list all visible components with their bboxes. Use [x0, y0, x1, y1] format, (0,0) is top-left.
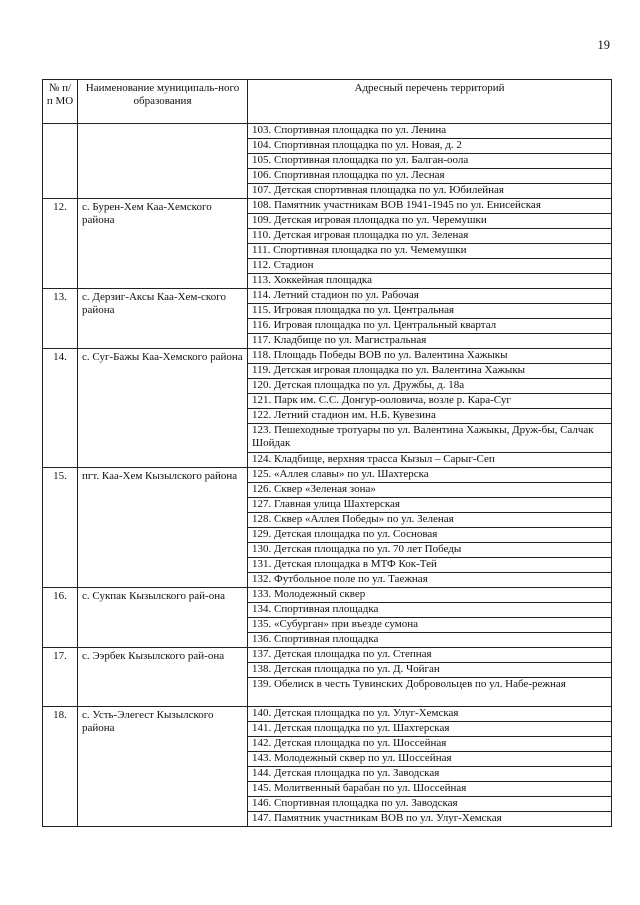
territory-address: 121. Парк им. С.С. Донгур-ооловича, возле р. Кара-Суг: [248, 394, 612, 409]
territory-address: 133. Молодежный сквер: [248, 588, 612, 603]
header-municipality: Наименование муниципаль-ного образования: [78, 80, 248, 124]
municipality-number: 17.: [43, 648, 78, 707]
territory-address: 124. Кладбище, верхняя трасса Кызыл – Сарыг-Сеп: [248, 453, 612, 468]
territory-table: [42, 79, 612, 827]
territory-address: 147. Памятник участникам ВОВ по ул. Улуг-Хемская: [248, 812, 612, 827]
territory-address: 119. Детская игровая площадка по ул. Валентина Хажыкы: [248, 364, 612, 379]
territory-address: 118. Площадь Победы ВОВ по ул. Валентина Хажыкы: [248, 349, 612, 364]
territory-address: 114. Летний стадион по ул. Рабочая: [248, 289, 612, 304]
municipality-name: пгт. Каа-Хем Кызылского района: [78, 468, 248, 588]
territory-address: 103. Спортивная площадка по ул. Ленина: [248, 124, 612, 139]
municipality-number: [43, 124, 78, 199]
territory-address: 136. Спортивная площадка: [248, 633, 612, 648]
table-row: [43, 199, 612, 214]
municipality-name: [78, 124, 248, 199]
territory-address: 146. Спортивная площадка по ул. Заводская: [248, 797, 612, 812]
territory-address: 111. Спортивная площадка по ул. Чемемушки: [248, 244, 612, 259]
municipality-number: 12.: [43, 199, 78, 289]
municipality-name: с. Усть-Элегест Кызылского района: [78, 707, 248, 827]
municipality-name: с. Сукпак Кызылского рай-она: [78, 588, 248, 648]
header-address-list: Адресный перечень территорий: [248, 80, 612, 124]
territory-address: 134. Спортивная площадка: [248, 603, 612, 618]
territory-address: 125. «Аллея славы» по ул. Шахтерска: [248, 468, 612, 483]
territory-address: 116. Игровая площадка по ул. Центральный квартал: [248, 319, 612, 334]
territory-address: 106. Спортивная площадка по ул. Лесная: [248, 169, 612, 184]
territory-address: 107. Детская спортивная площадка по ул. Юбилейная: [248, 184, 612, 199]
territory-address: 127. Главная улица Шахтерская: [248, 498, 612, 513]
territory-address: 132. Футбольное поле по ул. Таежная: [248, 573, 612, 588]
territory-address: 110. Детская игровая площадка по ул. Зеленая: [248, 229, 612, 244]
territory-address: 129. Детская площадка по ул. Сосновая: [248, 528, 612, 543]
territory-address: 137. Детская площадка по ул. Степная: [248, 648, 612, 663]
territory-address: 130. Детская площадка по ул. 70 лет Победы: [248, 543, 612, 558]
territory-address: 104. Спортивная площадка по ул. Новая, д. 2: [248, 139, 612, 154]
municipality-number: 16.: [43, 588, 78, 648]
territory-address: 128. Сквер «Аллея Победы» по ул. Зеленая: [248, 513, 612, 528]
table-row: [43, 468, 612, 483]
table-row: [43, 707, 612, 722]
table-row: [43, 289, 612, 304]
territory-address: 144. Детская площадка по ул. Заводская: [248, 767, 612, 782]
municipality-name: с. Бурен-Хем Каа-Хемского района: [78, 199, 248, 289]
territory-address: 120. Детская площадка по ул. Дружбы, д. 18а: [248, 379, 612, 394]
table-header: [43, 80, 612, 124]
table-body: [43, 124, 612, 827]
territory-address: 141. Детская площадка по ул. Шахтерская: [248, 722, 612, 737]
territory-address: 109. Детская игровая площадка по ул. Черемушки: [248, 214, 612, 229]
municipality-number: 15.: [43, 468, 78, 588]
table-row: [43, 648, 612, 663]
territory-address: 112. Стадион: [248, 259, 612, 274]
territory-address: 145. Молитвенный барабан по ул. Шоссейная: [248, 782, 612, 797]
territory-address: 143. Молодежный сквер по ул. Шоссейная: [248, 752, 612, 767]
territory-address: 113. Хоккейная площадка: [248, 274, 612, 289]
municipality-number: 14.: [43, 349, 78, 468]
table-row: [43, 588, 612, 603]
table-row: [43, 349, 612, 364]
territory-address: 142. Детская площадка по ул. Шоссейная: [248, 737, 612, 752]
territory-address: 123. Пешеходные тротуары по ул. Валентина Хажыкы, Друж-бы, Салчак Шойдак: [248, 424, 612, 453]
territory-address: 140. Детская площадка по ул. Улуг-Хемская: [248, 707, 612, 722]
table-row: [43, 124, 612, 139]
territory-address: 139. Обелиск в честь Тувинских Добровольцев по ул. Набе-режная: [248, 678, 612, 707]
territory-address: 122. Летний стадион им. Н.Б. Кувезина: [248, 409, 612, 424]
territory-address: 131. Детская площадка в МТФ Кок-Тей: [248, 558, 612, 573]
header-number: № п/п МО: [43, 80, 78, 124]
territory-address: 105. Спортивная площадка по ул. Балган-оола: [248, 154, 612, 169]
municipality-name: с. Дерзиг-Аксы Каа-Хем-ского района: [78, 289, 248, 349]
municipality-name: с. Суг-Бажы Каа-Хемского района: [78, 349, 248, 468]
municipality-number: 13.: [43, 289, 78, 349]
municipality-number: 18.: [43, 707, 78, 827]
page-number: 19: [597, 38, 610, 52]
municipality-name: с. Ээрбек Кызылского рай-она: [78, 648, 248, 707]
territory-address: 117. Кладбище по ул. Магистральная: [248, 334, 612, 349]
territory-address: 126. Сквер «Зеленая зона»: [248, 483, 612, 498]
territory-address: 135. «Субурган» при въезде сумона: [248, 618, 612, 633]
territory-address: 108. Памятник участникам ВОВ 1941-1945 по ул. Енисейская: [248, 199, 612, 214]
territory-address: 138. Детская площадка по ул. Д. Чойган: [248, 663, 612, 678]
territory-address: 115. Игровая площадка по ул. Центральная: [248, 304, 612, 319]
